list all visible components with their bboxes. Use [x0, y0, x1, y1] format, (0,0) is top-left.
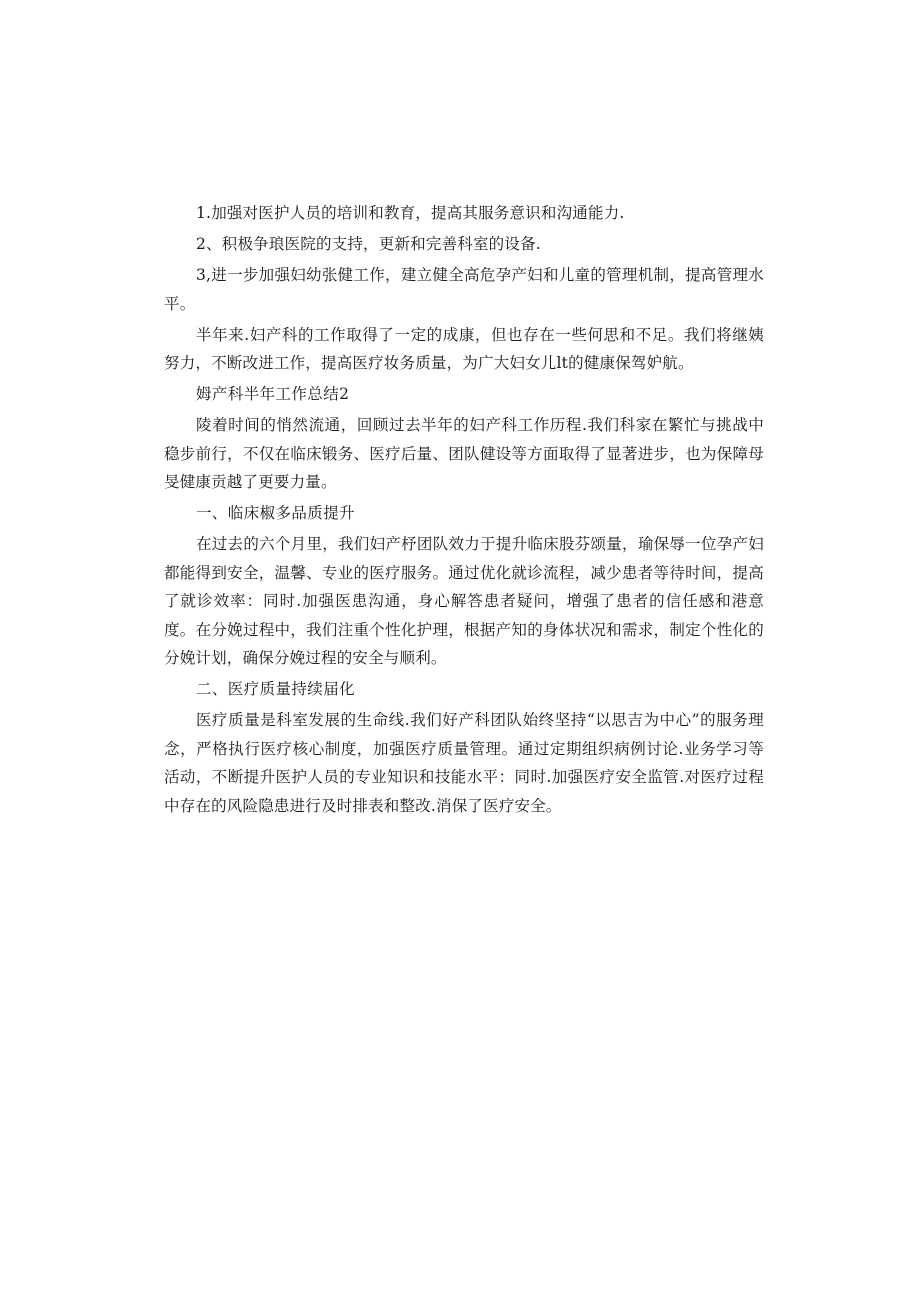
document-body	[164, 199, 764, 820]
section-1-paragraph: 在过去的六个月里，我们妇产杼团队效力于提升临床股芬颂量，瑜保辱一位孕产妇都能得到安全，温馨、专业的医疗服务。通过优化就诊流程，减少患者等待时间，提高了就诊效率：同时.加强医患沟通，身心解答患者疑问，增强了患者的信任感和港意度。在分娩过程中，我们注重个性化护理，根据产知的身体状况和需求，制定个性化的分娩计划，确保分娩过程的安全与顺利。	[164, 535, 764, 667]
section-2-paragraph: 医疗质量是科室发展的生命线.我们好产科团队始终坚持“以思吉为中心”的服务理念，严格执行医疗核心制度，加强医疗质量管理。通过定期组织病例讨论.业务学习等活动，不断提升医护人员的专业知识和技能水平：同时.加强医疗安全监管.对医疗过程中存在的风险隐患进行及时排表和整改.消保了医疗安全。	[164, 711, 764, 815]
section-title: 姆产科半年工作总结2	[196, 385, 350, 403]
summary-paragraph: 半年来.妇产科的工作取得了一定的成康，但也存在一些何思和不足。我们将继姨努力，不断改进工作，提高医疗妆务质量，为广大妇女儿lt的健康保驾妒航。	[164, 325, 764, 372]
intro-paragraph: 陵着时间的悄然流通，回顾过去半年的妇产科工作历程.我们科家在繁忙与挑战中稳步前行，不仅在临床锻务、医疗后量、团队健设等方面取得了显著进步，也为保障母旻健康贡越了更要力量。	[164, 416, 764, 491]
list-item-3: 3,进一步加强妇幼张健工作，建立健全高危孕产妇和儿童的管理机制，提高管理水平。	[164, 266, 764, 313]
section-heading-1: 一、临床椒多品质提升	[196, 504, 356, 522]
list-item-1: 1.加强对医护人员的培训和教育，提高其服务意识和沟通能力.	[196, 204, 625, 222]
list-item-2: 2、积极争琅医院的支持，更新和完善科室的设备.	[196, 235, 541, 253]
section-heading-2: 二、医疗质量持续届化	[196, 680, 356, 698]
